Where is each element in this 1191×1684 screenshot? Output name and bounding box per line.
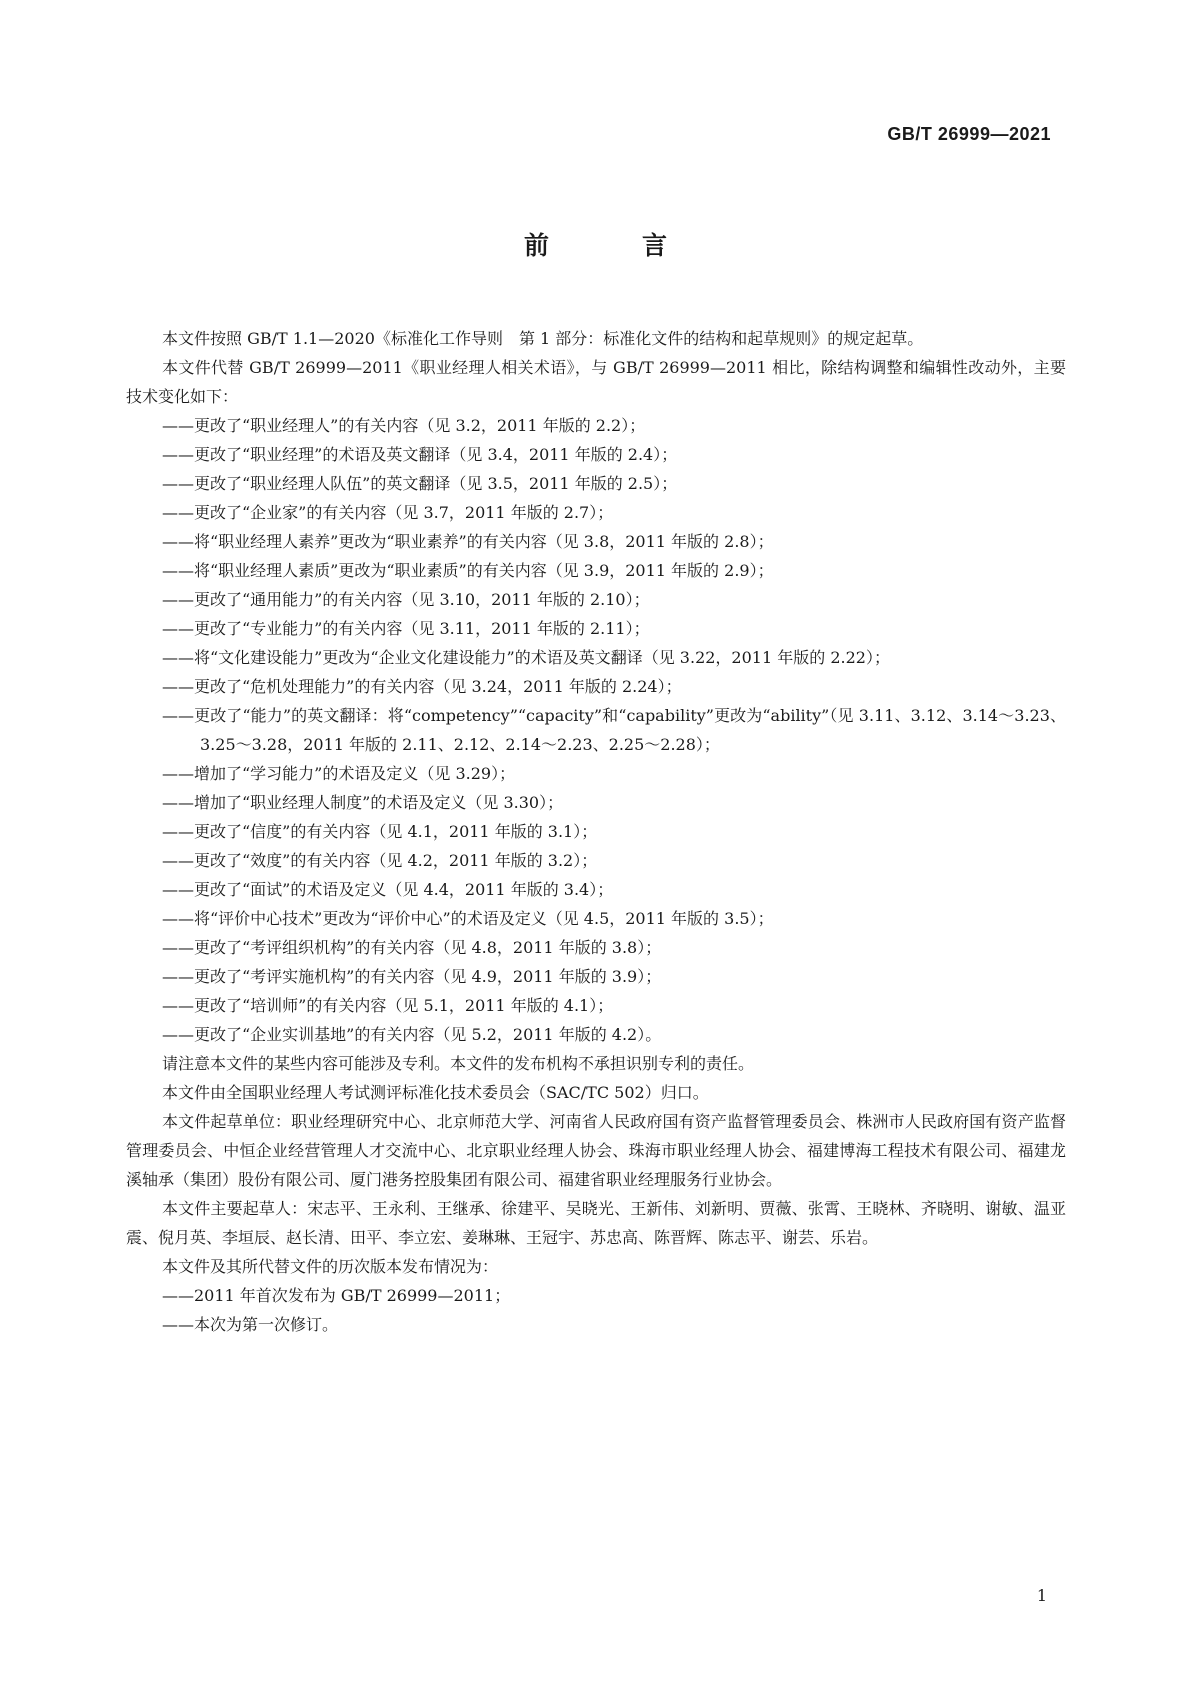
page-number: 1: [1036, 1586, 1047, 1605]
change-item: ——更改了“信度”的有关内容（见 4.1，2011 年版的 3.1）；: [162, 822, 598, 841]
change-item: ——更改了“通用能力”的有关内容（见 3.10，2011 年版的 2.10）；: [162, 590, 650, 609]
change-item: ——更改了“考评实施机构”的有关内容（见 4.9，2011 年版的 3.9）；: [162, 967, 662, 986]
change-item: ——增加了“学习能力”的术语及定义（见 3.29）；: [162, 764, 516, 783]
change-item: ——增加了“职业经理人制度”的术语及定义（见 3.30）；: [162, 793, 564, 812]
change-item: ——更改了“职业经理人队伍”的英文翻译（见 3.5，2011 年版的 2.5）；: [162, 474, 678, 493]
paragraph-technical-committee: 本文件由全国职业经理人考试测评标准化技术委员会（SAC/TC 502）归口。: [162, 1083, 709, 1102]
paragraph-drafting-units: 本文件起草单位：职业经理研究中心、北京师范大学、河南省人民政府国有资产监督管理委员会、株洲市人民政府国有资产监督管理委员会、中恒企业经营管理人才交流中心、北京职业经理人协会、珠海市职业经理人协会、福建博海工程技术有限公司、福建龙溪轴承（集团）股份有限公司、厦门港务控股集团有限公司、福建省职业经理服务行业协会。: [126, 1112, 1066, 1189]
change-item: ——将“评价中心技术”更改为“评价中心”的术语及定义（见 4.5，2011 年版的 3.5）；: [162, 909, 774, 928]
change-item: ——更改了“职业经理”的术语及英文翻译（见 3.4，2011 年版的 2.4）；: [162, 445, 678, 464]
change-item: ——更改了“培训师”的有关内容（见 5.1，2011 年版的 4.1）；: [162, 996, 614, 1015]
change-item: ——将“职业经理人素质”更改为“职业素质”的有关内容（见 3.9，2011 年版的 2.9）；: [162, 561, 774, 580]
change-item: ——更改了“职业经理人”的有关内容（见 3.2，2011 年版的 2.2）；: [162, 416, 646, 435]
paragraph-version-history: 本文件及其所代替文件的历次版本发布情况为：: [162, 1257, 499, 1276]
change-item: ——将“文化建设能力”更改为“企业文化建设能力”的术语及英文翻译（见 3.22，2011 年版的 2.22）；: [162, 648, 890, 667]
paragraph-drafters: 本文件主要起草人：宋志平、王永利、王继承、徐建平、吴晓光、王新伟、刘新明、贾薇、张霄、王晓林、齐晓明、谢敏、温亚震、倪月英、李垣辰、赵长清、田平、李立宏、姜琳琳、王冠宇、苏忠高、陈晋辉、陈志平、谢芸、乐岩。: [126, 1199, 1066, 1247]
document-body: [126, 324, 1066, 1339]
change-item: ——更改了“企业实训基地”的有关内容（见 5.2，2011 年版的 4.2）。: [162, 1025, 662, 1044]
change-item: ——更改了“危机处理能力”的有关内容（见 3.24，2011 年版的 2.24）；: [162, 677, 682, 696]
change-item: ——更改了“企业家”的有关内容（见 3.7，2011 年版的 2.7）；: [162, 503, 614, 522]
version-item: ——本次为第一次修订。: [162, 1315, 339, 1334]
paragraph-replacement-statement: 本文件代替 GB/T 26999—2011《职业经理人相关术语》，与 GB/T 26999—2011 相比，除结构调整和编辑性改动外，主要技术变化如下：: [126, 358, 1066, 406]
paragraph-drafting-rules: 本文件按照 GB/T 1.1—2020《标准化工作导则 第 1 部分：标准化文件的结构和起草规则》的规定起草。: [162, 329, 924, 348]
change-item: ——更改了“能力”的英文翻译：将“competency”“capacity”和“capability”更改为“ability”（见 3.11、3.12、3.14～3.23、3.25～3.28，2011 年版的 2.11、2.12、2.14～2.23、2.25～2.28）；: [162, 706, 1066, 754]
page-title: 前 言: [523, 231, 701, 260]
version-item: ——2011 年首次发布为 GB/T 26999—2011；: [162, 1286, 511, 1305]
standard-code: GB/T 26999—2021: [887, 124, 1051, 144]
paragraph-patent-notice: 请注意本文件的某些内容可能涉及专利。本文件的发布机构不承担识别专利的责任。: [162, 1054, 755, 1073]
change-item: ——将“职业经理人素养”更改为“职业素养”的有关内容（见 3.8，2011 年版的 2.8）；: [162, 532, 774, 551]
change-item: ——更改了“效度”的有关内容（见 4.2，2011 年版的 3.2）；: [162, 851, 598, 870]
change-item: ——更改了“面试”的术语及定义（见 4.4，2011 年版的 3.4）；: [162, 880, 614, 899]
change-item: ——更改了“考评组织机构”的有关内容（见 4.8，2011 年版的 3.8）；: [162, 938, 662, 957]
change-item: ——更改了“专业能力”的有关内容（见 3.11，2011 年版的 2.11）；: [162, 619, 650, 638]
